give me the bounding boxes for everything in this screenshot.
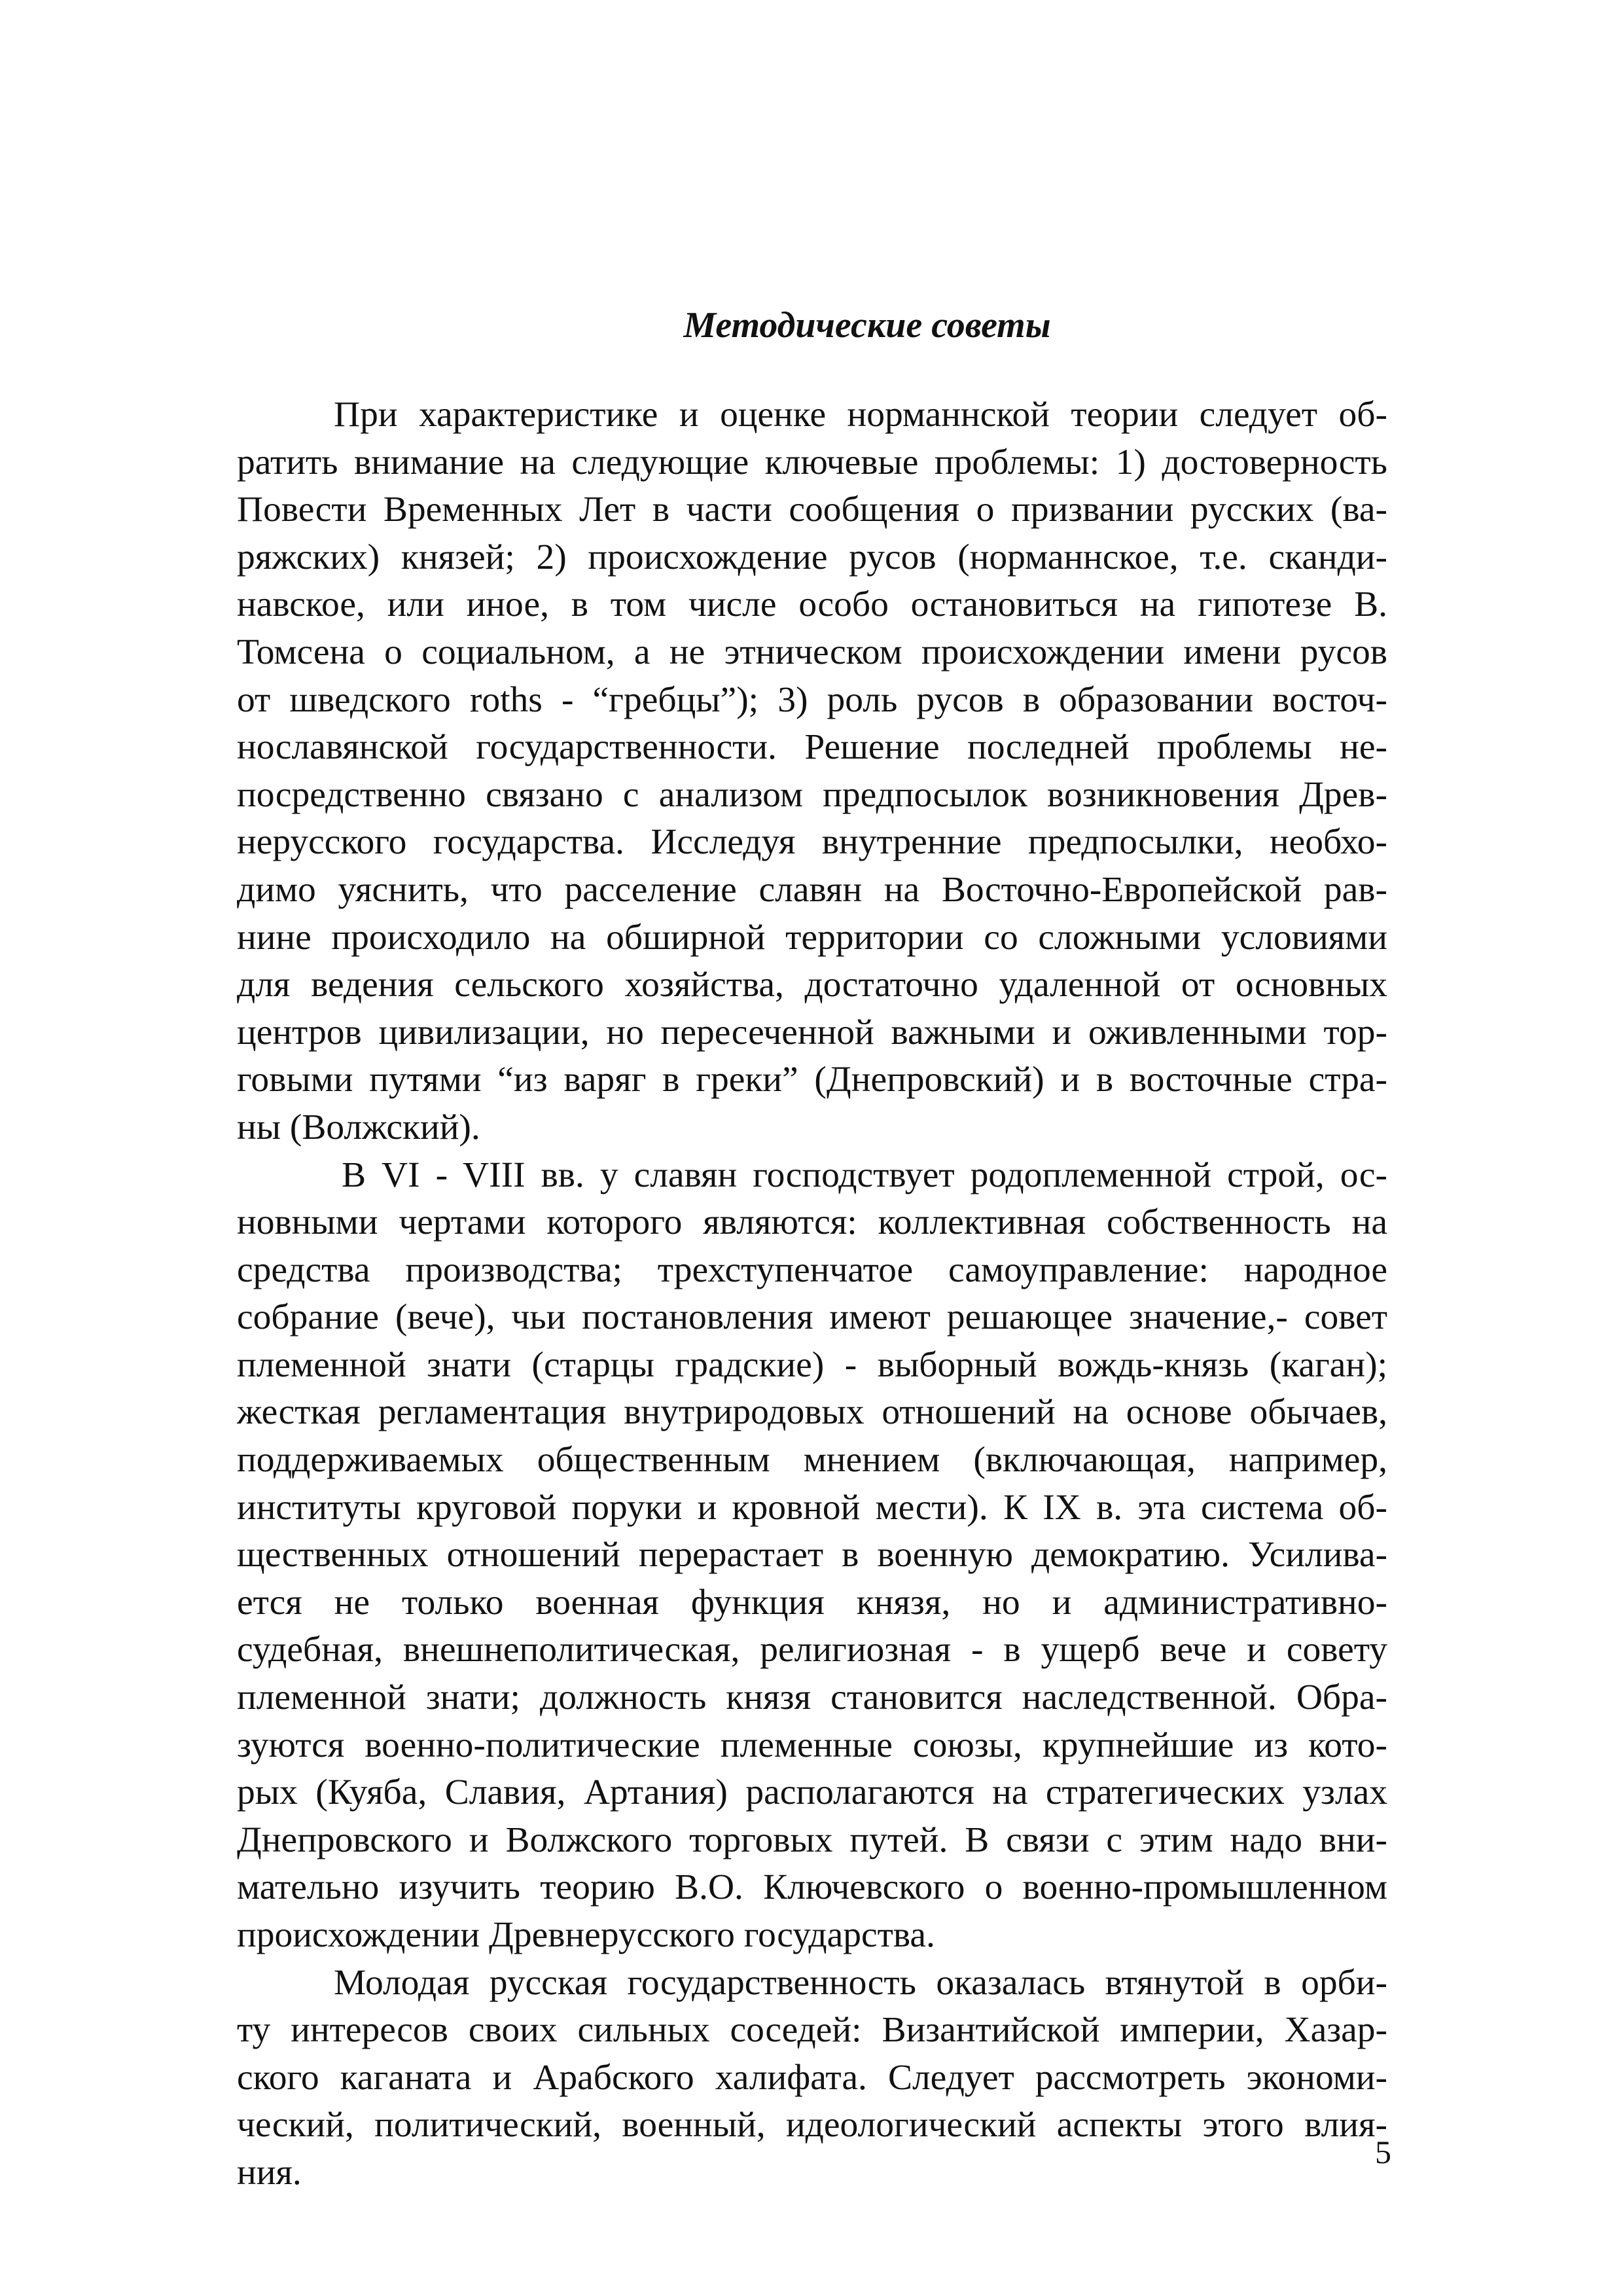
page-number: 5 [1375,2134,1391,2170]
text-line: ского каганата и Арабского халифата. Следует рассмотреть экономи- [237,2057,1387,2098]
text-line: мательно изучить теорию В.О. Ключевского о военно-промышленном [237,1867,1387,1908]
text-line: При характеристике и оценке норманнской теории следует об- [334,395,1387,435]
text-line: посредственно связано с анализом предпосылок возникновения Древ- [237,774,1387,815]
text-line: нине происходило на обширной территории со сложными условиями [237,917,1387,958]
text-line: нерусского государства. Исследуя внутренние предпосылки, необхо- [237,822,1387,863]
text-line: говыми путями “из варяг в греки” (Днепровский) и в восточные стра- [237,1060,1387,1100]
text-line: собрание (вече), чьи постановления имеют решающее значение,- совет [237,1297,1387,1338]
text-line: происхождении Древнерусского государства. [237,1915,935,1955]
text-line: зуются военно-политические племенные союзы, крупнейшие из кото- [237,1725,1387,1765]
text-line: Днепровского и Волжского торговых путей. В связи с этим надо вни- [237,1820,1387,1860]
text-line: ния. [237,2152,302,2193]
text-line: центров цивилизации, но пересеченной важными и оживленными тор- [237,1012,1387,1052]
text-line: ряжских) князей; 2) происхождение русов (норманнское, т.е. сканди- [237,537,1387,577]
text-line: жесткая регламентация внутриродовых отношений на основе обычаев, [237,1392,1387,1433]
paragraph-1 [237,391,1387,1152]
text-line: ны (Волжский). [237,1107,480,1147]
text-line: средства производства; трехступенчатое самоуправление: народное [237,1249,1387,1290]
text-line: новными чертами которого являются: коллективная собственность на [237,1202,1387,1243]
paragraph-2 [237,1152,1387,1960]
text-line: судебная, внешнеполитическая, религиозная - в ущерб вече и совету [237,1630,1387,1670]
text-line: В VI - VIII вв. у славян господствует родоплеменной строй, ос- [342,1155,1387,1195]
text-line: димо уяснить, что расселение славян на Восточно-Европейской рав- [237,869,1387,910]
text-line: поддерживаемых общественным мнением (включающая, например, [237,1440,1387,1480]
body-text [237,391,1387,2197]
text-line: ческий, политический, военный, идеологический аспекты этого влия- [237,2105,1387,2145]
text-line: щественных отношений перерастает в военную демократию. Усилива- [237,1535,1387,1575]
paragraph-3 [237,1960,1387,2197]
text-line: ту интересов своих сильных соседей: Византийской империи, Хазар- [237,2010,1387,2051]
text-line: от шведского roths - “гребцы”); 3) роль русов в образовании восточ- [237,679,1387,720]
text-line: Молодая русская государственность оказалась втянутой в орби- [334,1962,1387,2003]
text-line: ратить внимание на следующие ключевые проблемы: 1) достоверность [237,442,1387,482]
text-line: племенной знати (старцы градские) - выборный вождь-князь (каган); [237,1344,1387,1385]
text-line: институты круговой поруки и кровной мести). К IX в. эта система об- [237,1487,1387,1528]
text-line: нославянской государственности. Решение последней проблемы не- [237,727,1387,768]
text-line: племенной знати; должность князя становится наследственной. Обра- [237,1677,1387,1718]
section-heading: Методические советы [683,305,1051,346]
text-line: рых (Куяба, Славия, Артания) располагаются на стратегических узлах [237,1772,1387,1813]
text-line: Повести Временных Лет в части сообщения о призвании русских (ва- [237,490,1387,530]
text-line: Томсена о социальном, а не этническом происхождении имени русов [237,632,1387,672]
text-line: для ведения сельского хозяйства, достаточно удаленной от основных [237,965,1387,1005]
text-line: ется не только военная функция князя, но и административно- [237,1582,1387,1623]
text-line: навское, или иное, в том числе особо остановиться на гипотезе В. [237,584,1387,625]
